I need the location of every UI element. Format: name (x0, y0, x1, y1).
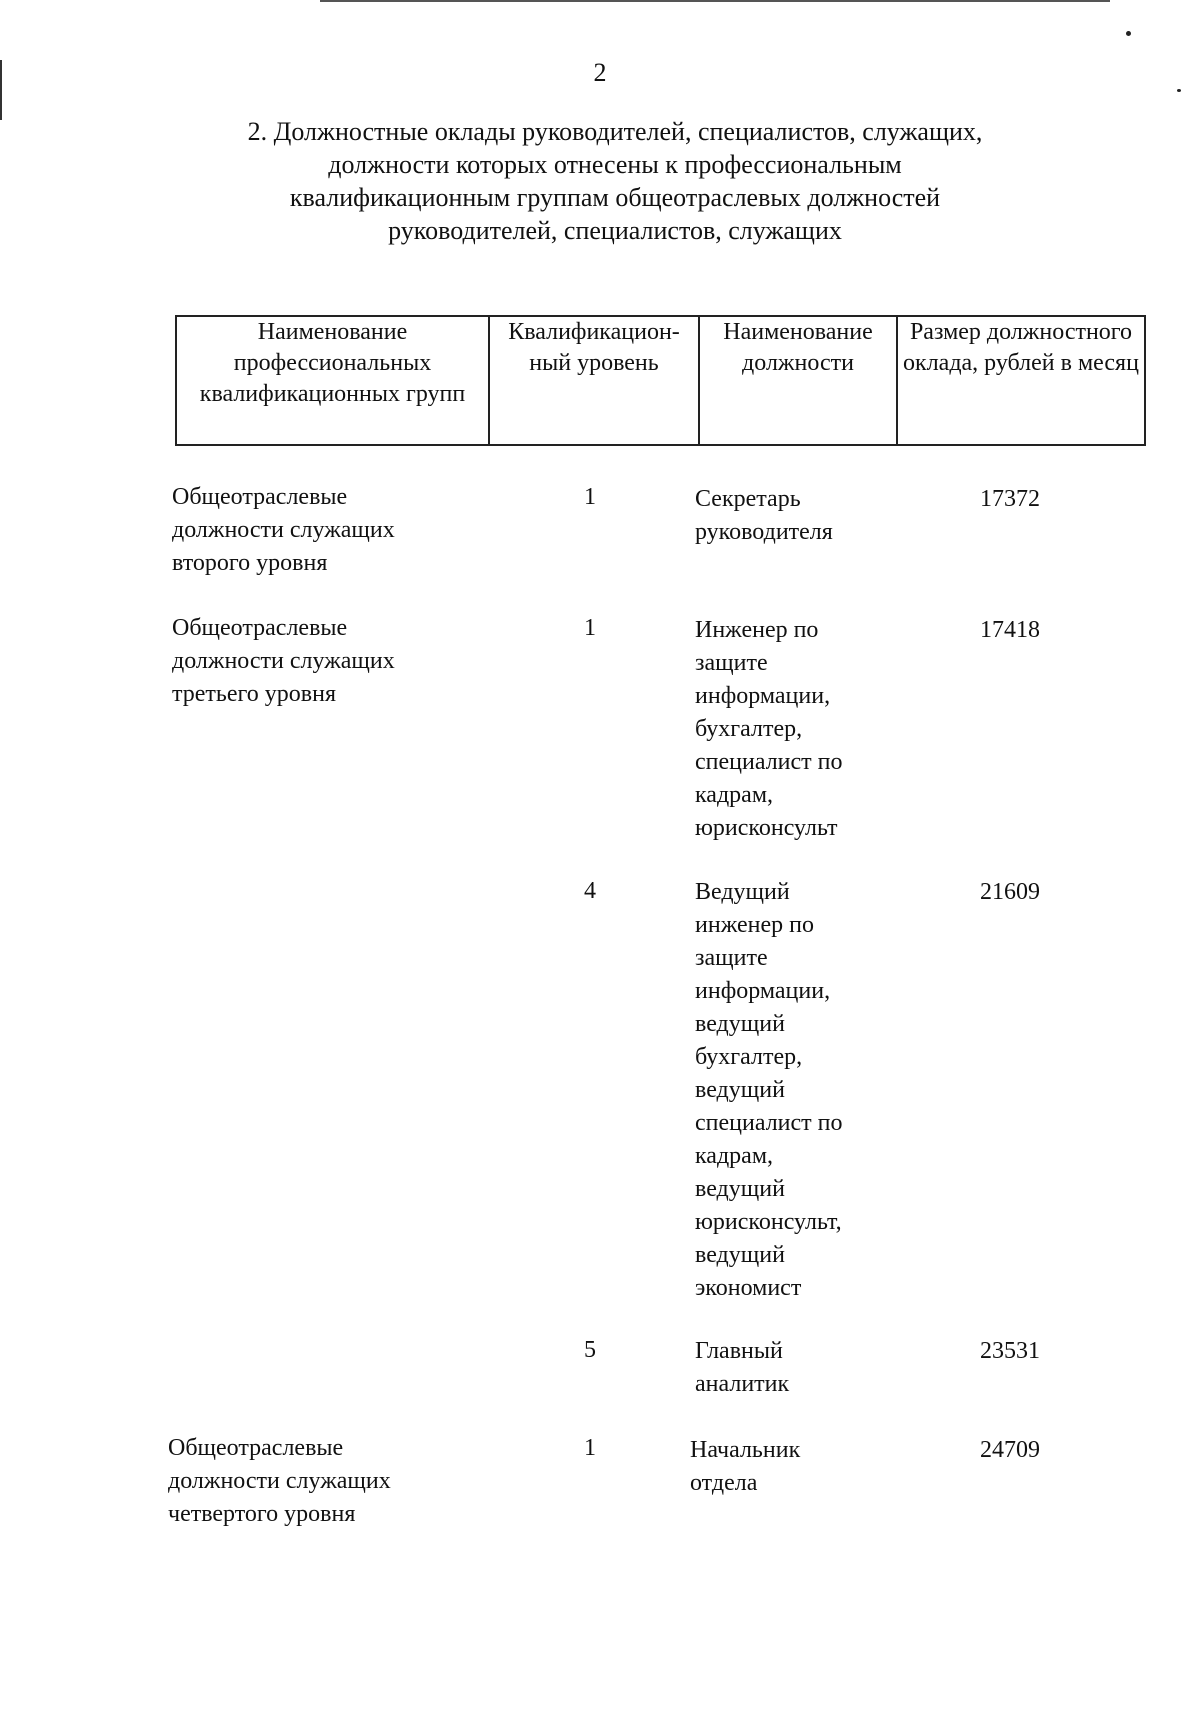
salary-value: 17372 (980, 486, 1040, 512)
heading-line: должности которых отнесены к профессиональным (328, 150, 902, 179)
header-row (176, 316, 1145, 445)
qualification-level: 1 (584, 615, 596, 641)
salary-table-header (175, 315, 1146, 446)
scan-speck (1126, 31, 1131, 36)
qualification-level: 4 (584, 878, 596, 904)
position-name: Начальник отдела (690, 1437, 801, 1496)
page-number: 2 (593, 58, 607, 87)
position-name: Секретарь руководителя (695, 486, 833, 545)
heading-line: руководителей, специалистов, служащих (388, 216, 842, 245)
header-group-name: Наименование профессиональных квалификационных групп (176, 316, 489, 445)
header-salary: Размер должностного оклада, рублей в месяц (897, 316, 1145, 445)
group-name: Общеотраслевые должности служащих второго уровня (172, 484, 395, 576)
header-qualification-level: Квалификацион-ный уровень (489, 316, 699, 445)
salary-value: 23531 (980, 1338, 1040, 1364)
position-name: Ведущий инженер по защите информации, ведущий бухгалтер, ведущий специалист по кадрам, ведущий юрисконсульт, ведущий экономист (695, 879, 843, 1301)
position-name: Главный аналитик (695, 1338, 790, 1397)
scan-top-line (320, 0, 1110, 2)
heading-line: квалификационным группам общеотраслевых должностей (289, 183, 941, 212)
group-name: Общеотраслевые должности служащих четвертого уровня (168, 1435, 391, 1527)
header-position-name: Наименование должности (699, 316, 897, 445)
group-name: Общеотраслевые должности служащих третьего уровня (172, 615, 395, 707)
scan-speck (1177, 89, 1181, 92)
salary-value: 21609 (980, 879, 1040, 905)
qualification-level: 1 (584, 484, 596, 510)
heading-line: 2. Должностные оклады руководителей, специалистов, служащих, (247, 117, 983, 146)
salary-value: 17418 (980, 617, 1040, 643)
document-heading (200, 115, 1030, 247)
qualification-level: 1 (584, 1435, 596, 1461)
position-name: Инженер по защите информации, бухгалтер, специалист по кадрам, юрисконсульт (695, 617, 843, 841)
salary-value: 24709 (980, 1437, 1040, 1463)
qualification-level: 5 (584, 1337, 596, 1363)
